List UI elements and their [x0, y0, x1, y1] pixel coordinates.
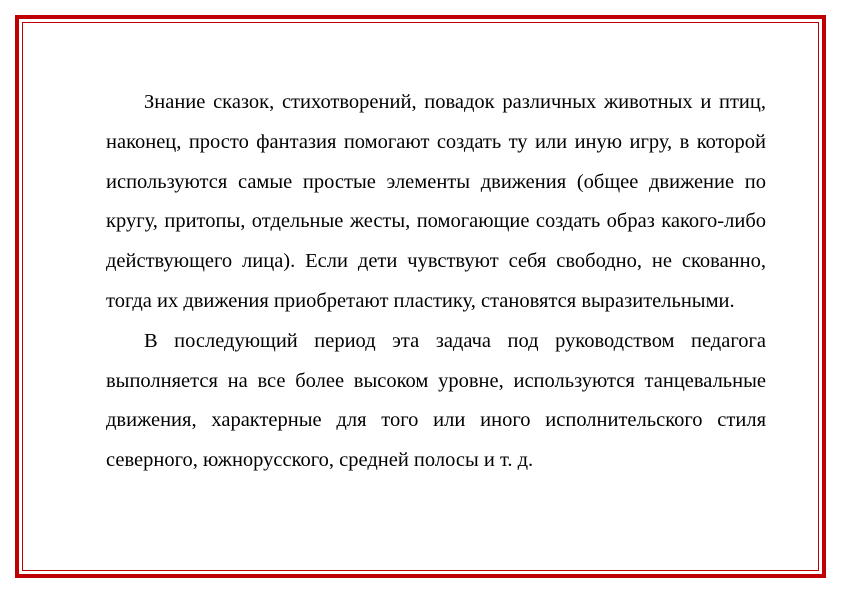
paragraph-1: Знание сказок, стихотворений, повадок различных животных и птиц, наконец, просто фантазия помогают создать ту или иную игру, в которой используются самые простые элементы движения (общее движение по кругу, притопы, отдельные жесты, помогающие создать образ какого-либо действующего лица). Если дети чувствуют себя свободно, не скованно, тогда их движения приобретают пластику, становятся выразительными.: [106, 91, 766, 312]
body-text: [106, 83, 766, 481]
paragraph-2: В последующий период эта задача под руководством педагога выполняется на все более высоком уровне, используются танцевальные движения, характерные для того или иного исполнительского стиля северного, южнорусского, средней полосы и т. д.: [106, 329, 766, 472]
